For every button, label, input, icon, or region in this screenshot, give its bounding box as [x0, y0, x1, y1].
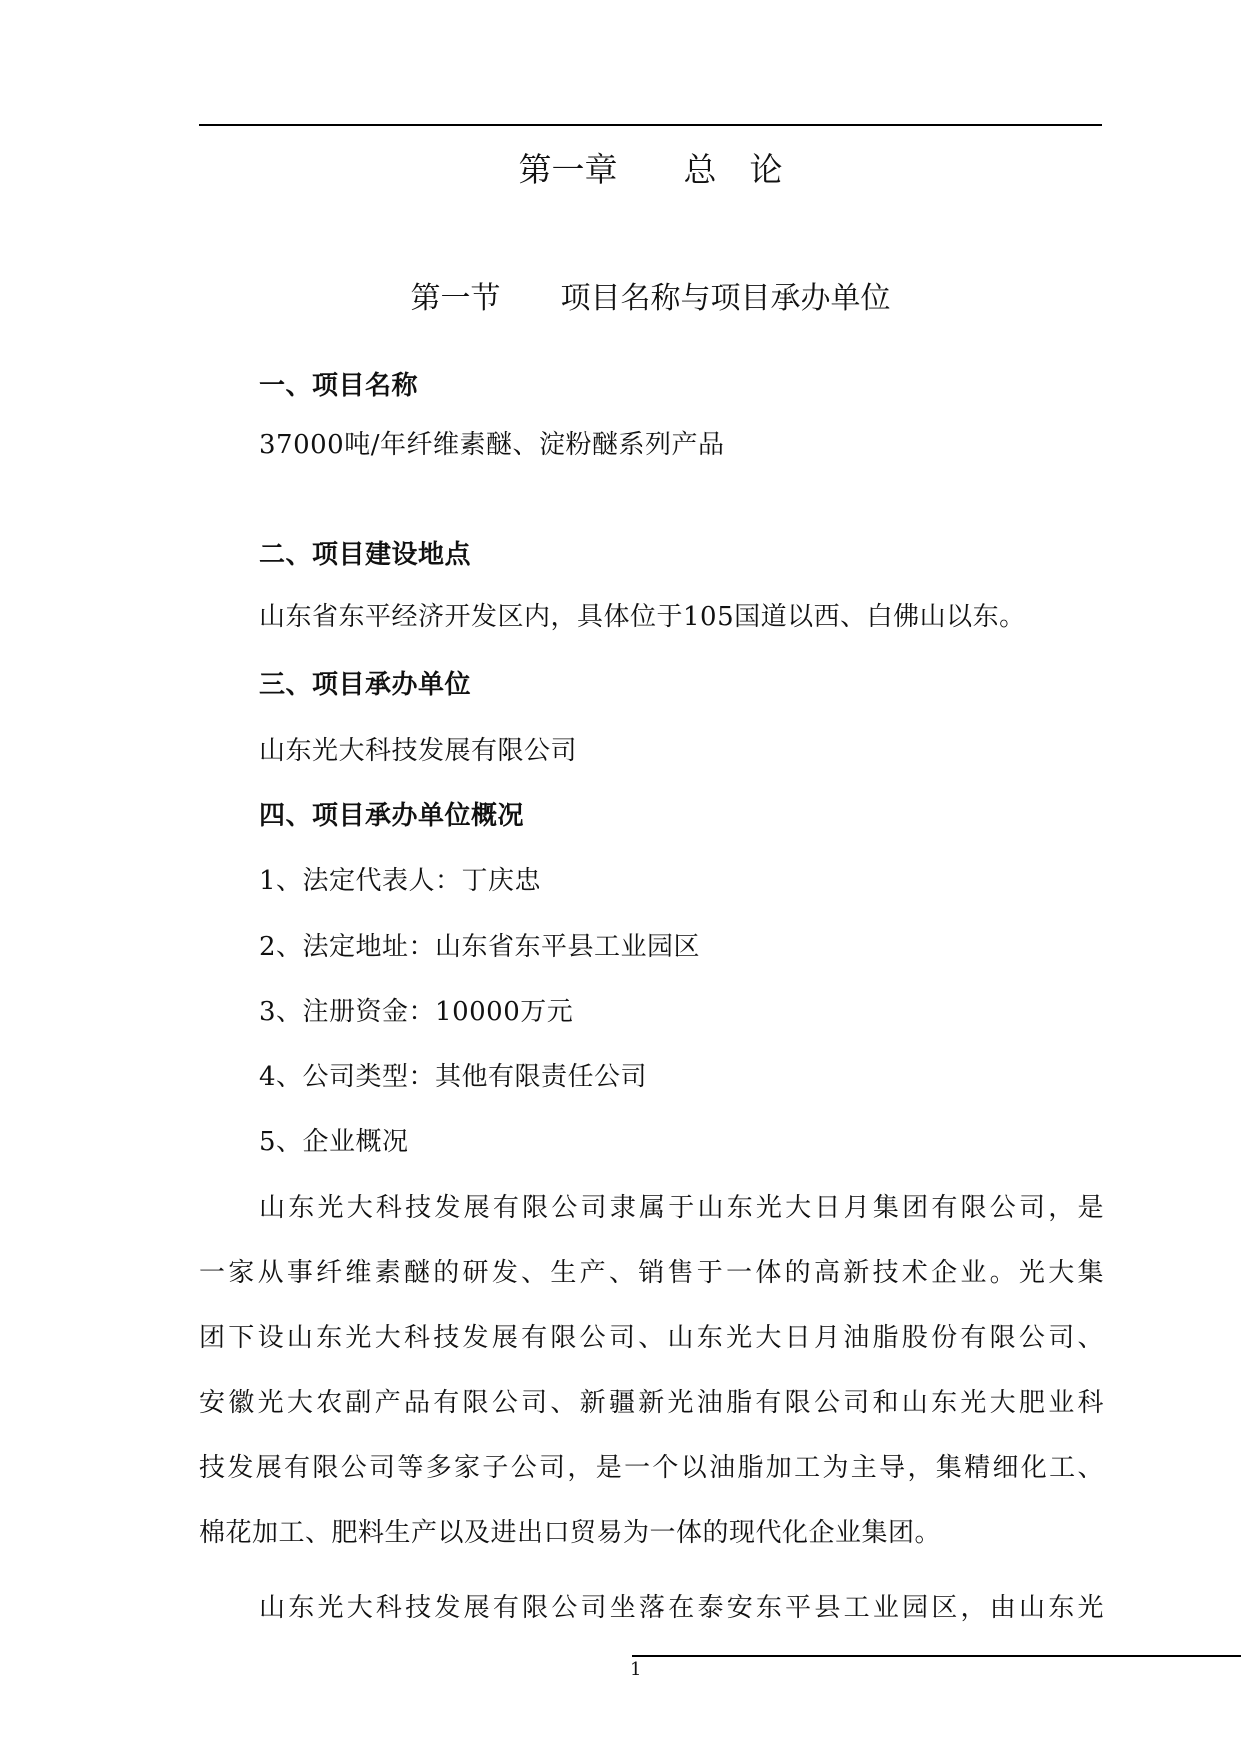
list-item-legal-representative: 1、法定代表人：丁庆忠: [259, 866, 542, 896]
project-name-text: 37000吨/年纤维素醚、淀粉醚系列产品: [259, 430, 725, 460]
list-item-company-type: 4、公司类型：其他有限责任公司: [259, 1062, 648, 1092]
overview-paragraph-line: 安徽光大农副产品有限公司、新疆新光油脂有限公司和山东光大肥业科: [199, 1388, 1104, 1418]
list-item-legal-address: 2、法定地址：山东省东平县工业园区: [259, 932, 701, 962]
overview-paragraph-line: 团下设山东光大科技发展有限公司、山东光大日月油脂股份有限公司、: [199, 1323, 1104, 1353]
project-undertaker-text: 山东光大科技发展有限公司: [259, 736, 578, 766]
overview-paragraph-line: 技发展有限公司等多家子公司，是一个以油脂加工为主导，集精细化工、: [199, 1453, 1104, 1483]
overview-paragraph-line: 山东光大科技发展有限公司隶属于山东光大日月集团有限公司，是: [259, 1193, 1104, 1223]
heading-project-undertaker: 三、项目承办单位: [259, 670, 472, 700]
overview-paragraph-line: 棉花加工、肥料生产以及进出口贸易为一体的现代化企业集团。: [199, 1518, 942, 1548]
page-number: 1: [630, 1659, 642, 1680]
heading-project-location: 二、项目建设地点: [259, 540, 472, 570]
project-location-text: 山东省东平经济开发区内，具体位于105国道以西、白佛山以东。: [259, 602, 1026, 632]
footer-rule: [632, 1655, 1241, 1657]
heading-undertaker-overview: 四、项目承办单位概况: [259, 801, 525, 831]
list-item-company-overview: 5、企业概况: [259, 1127, 409, 1157]
list-item-registered-capital: 3、注册资金：10000万元: [259, 997, 574, 1027]
heading-project-name: 一、项目名称: [259, 371, 419, 401]
section-title: 第一节 项目名称与项目承办单位: [410, 281, 891, 316]
location-paragraph-line: 山东光大科技发展有限公司坐落在泰安东平县工业园区，由山东光: [259, 1593, 1104, 1623]
header-rule: [199, 124, 1102, 126]
chapter-title: 第一章 总 论: [518, 150, 783, 189]
overview-paragraph-line: 一家从事纤维素醚的研发、生产、销售于一体的高新技术企业。光大集: [199, 1258, 1104, 1288]
